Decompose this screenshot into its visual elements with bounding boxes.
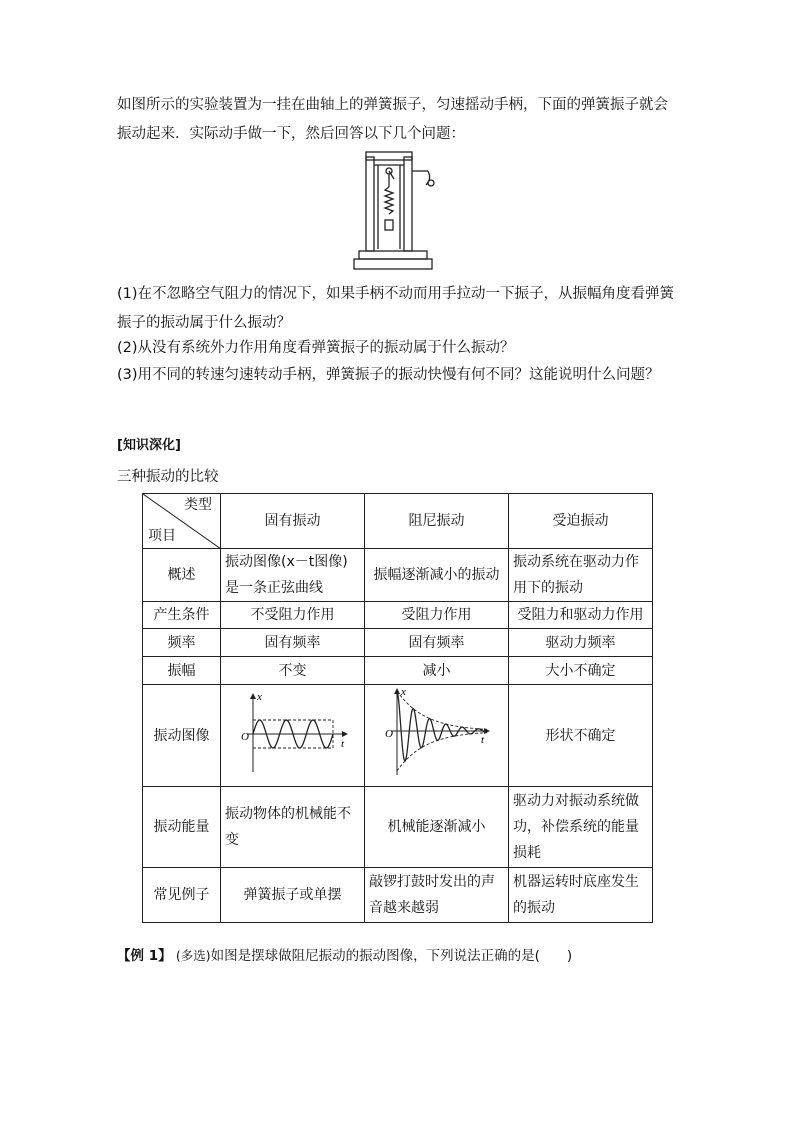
table-cell: 受阻力作用 — [365, 602, 509, 629]
row-label: 振动能量 — [143, 787, 221, 868]
table-cell: 大小不确定 — [509, 657, 653, 685]
table-cell: 固有频率 — [365, 629, 509, 657]
table-cell: 不变 — [221, 657, 365, 685]
lower-envelope — [397, 733, 487, 771]
row-label: 常见例子 — [143, 868, 221, 923]
damped-vibration-graph — [377, 685, 497, 777]
row-label: 频率 — [143, 629, 221, 657]
table-cell: 驱动力频率 — [509, 629, 653, 657]
table-header-row — [143, 494, 653, 549]
example-label: 【例 1】 — [117, 948, 172, 964]
table-cell: 不受阻力作用 — [221, 602, 365, 629]
column-header: 固有振动 — [221, 494, 365, 549]
knowledge-subtitle: 三种振动的比较 — [117, 469, 219, 485]
question-1: (1)在不忽略空气阻力的情况下，如果手柄不动而用手拉动一下振子，从振幅角度看弹簧振子的振动属于什么振动？ — [117, 286, 675, 331]
knowledge-section-title: [知识深化] — [117, 438, 181, 453]
example-question — [117, 943, 572, 969]
damped-curve — [397, 691, 487, 761]
table-corner-cell — [143, 494, 221, 549]
row-label: 振幅 — [143, 657, 221, 685]
question-2: (2)从没有系统外力作用角度看弹簧振子的振动属于什么振动？ — [117, 340, 515, 356]
corner-label-item: 项目 — [148, 528, 176, 544]
table-cell: 振动物体的机械能不变 — [221, 787, 365, 868]
corner-label-type: 类型 — [184, 497, 212, 513]
row-label: 产生条件 — [143, 602, 221, 629]
table-row — [143, 602, 653, 629]
table-cell: 振动系统在驱动力作用下的振动 — [509, 549, 653, 602]
table-row — [143, 629, 653, 657]
table-cell: 机械能逐渐减小 — [365, 787, 509, 868]
column-header: 阻尼振动 — [365, 494, 509, 549]
natural-vibration-graph — [233, 688, 353, 774]
table-cell: 振幅逐渐减小的振动 — [365, 549, 509, 602]
intro-paragraph: 如图所示的实验装置为一挂在曲轴上的弹簧振子，匀速摇动手柄，下面的弹簧振子就会振动起来．实际动手做一下，然后回答以下几个问题： — [117, 97, 668, 142]
table-cell: 振动图像(x－t图像)是一条正弦曲线 — [221, 549, 365, 602]
table-cell: 受阻力和驱动力作用 — [509, 602, 653, 629]
axis-label-x: x — [400, 686, 406, 698]
table-row — [143, 787, 653, 868]
table-cell: 形状不确定 — [509, 685, 653, 787]
table-cell: 敲锣打鼓时发出的声音越来越弱 — [365, 868, 509, 923]
vibration-comparison-table — [142, 493, 653, 923]
example-text: 如图是摆球做阻尼振动的振动图像，下列说法正确的是( ) — [210, 948, 573, 964]
origin-label: O — [240, 731, 249, 743]
table-cell: 固有频率 — [221, 629, 365, 657]
axis-label-t: t — [340, 738, 344, 750]
table-cell: 减小 — [365, 657, 509, 685]
origin-label: O — [384, 728, 393, 740]
multi-choice-tag: (多选) — [175, 948, 211, 963]
axis-label-x: x — [256, 691, 262, 703]
damped-vibration-graph-cell — [365, 685, 509, 787]
column-header: 受迫振动 — [509, 494, 653, 549]
table-row — [143, 868, 653, 923]
table-row — [143, 657, 653, 685]
natural-vibration-graph-cell — [221, 685, 365, 787]
row-label: 振动图像 — [143, 685, 221, 787]
question-3: (3)用不同的转速匀速转动手柄，弹簧振子的振动快慢有何不同？这能说明什么问题？ — [117, 367, 660, 383]
table-cell: 驱动力对振动系统做功，补偿系统的能量损耗 — [509, 787, 653, 868]
row-label: 概述 — [143, 549, 221, 602]
spring-oscillator-apparatus-figure — [352, 149, 438, 275]
axis-label-t: t — [480, 734, 484, 746]
table-row — [143, 685, 653, 787]
table-cell: 机器运转时底座发生的振动 — [509, 868, 653, 923]
table-cell: 弹簧振子或单摆 — [221, 868, 365, 923]
table-row — [143, 549, 653, 602]
